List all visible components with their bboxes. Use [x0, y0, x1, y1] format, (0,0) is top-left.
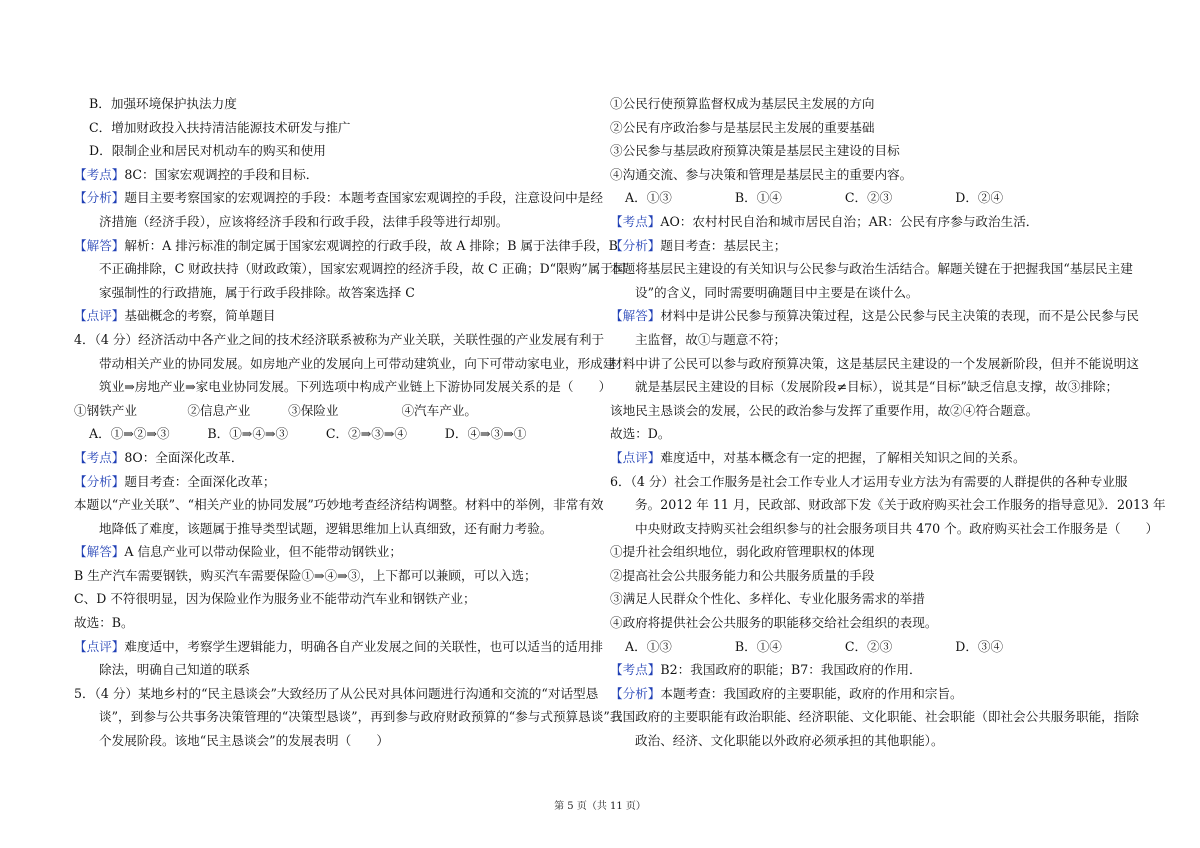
text-line — [610, 210, 1155, 234]
text-line — [610, 163, 1155, 187]
line-text: D．限制企业和居民对机动车的购买和使用 — [89, 143, 326, 159]
line-text: 4．（4 分）经济活动中各产业之间的技术经济联系被称为产业关联，关联性强的产业发展有利于 — [74, 331, 605, 347]
text-line — [610, 540, 1155, 564]
line-text: B．加强环境保护执法力度 — [89, 96, 237, 111]
line-text: 故选：D。 — [610, 426, 671, 442]
line-text: 除法，明确自己知道的联系 — [99, 662, 251, 678]
text-line — [610, 587, 1155, 611]
line-text: 8O：全面深化改革． — [124, 449, 244, 465]
line-text: 该地民主恳谈会的发展，公民的政治参与发挥了重要作用，故②④符合题意。 — [610, 402, 1039, 418]
line-text: 家强制性的行政措施，属于行政手段排除。故答案选择 C — [99, 284, 415, 300]
text-line — [74, 210, 614, 234]
text-line — [74, 399, 614, 423]
page-footer: 第 5 页（共 11 页） — [554, 801, 646, 812]
line-text: 8C：国家宏观调控的手段和目标． — [124, 166, 319, 182]
line-text: 地降低了难度，该题属于推导类型试题，逻辑思维加上认真细致，还有耐力考验。 — [99, 520, 553, 536]
text-line — [610, 422, 1155, 446]
line-text: 故选：B。 — [74, 615, 134, 631]
line-text: 基础概念的考察，简单题目 — [124, 308, 276, 324]
line-text: ④政府将提供社会公共服务的职能移交给社会组织的表现。 — [610, 615, 938, 631]
text-line — [74, 517, 614, 541]
text-line — [74, 92, 614, 116]
section-tag: 【考点】 — [74, 449, 125, 465]
section-tag: 【点评】 — [74, 638, 125, 654]
line-text: B2：我国政府的职能；B7：我国政府的作用． — [660, 662, 922, 678]
line-text: 6．（4 分）社会工作服务是社会工作专业人才运用专业方法为有需要的人群提供的各种专业服 — [610, 473, 1128, 489]
text-line — [74, 257, 626, 281]
text-line — [74, 493, 614, 517]
line-text: C．增加财政投入扶持清洁能源技术研发与推广 — [89, 119, 351, 135]
text-line — [74, 375, 614, 399]
text-line — [610, 729, 1155, 753]
line-text: 难度适中，考察学生逻辑能力，明确各自产业发展之间的关联性，也可以适当的适用排 — [124, 638, 603, 654]
line-text: ①钢铁产业 ②信息产业 ③保险业 ④汽车产业。 — [74, 402, 477, 418]
line-text: 就是基层民主建设的目标（发展阶段≠目标），说其是“目标”缺乏信息支撑，故③排除； — [635, 379, 1119, 395]
text-line — [74, 304, 614, 328]
text-line — [610, 234, 1155, 258]
line-text: B 生产汽车需要钢铁，购买汽车需要保险①⇒④⇒③，上下都可以兼顾，可以入选； — [74, 567, 537, 583]
text-line — [74, 446, 614, 470]
text-line — [610, 611, 1155, 635]
line-text: 个发展阶段。该地“民主恳谈会”的发展表明（ ） — [99, 733, 389, 749]
line-text: 主监督，故①与题意不符； — [635, 331, 787, 347]
text-line — [74, 658, 614, 682]
text-line — [610, 517, 1159, 541]
section-tag: 【点评】 — [610, 449, 661, 465]
line-text: A 信息产业可以带动保险业，但不能带动钢铁业； — [124, 544, 402, 560]
section-tag: 【考点】 — [610, 662, 661, 678]
line-text: 设”的含义，同时需要明确题目中主要是在谈什么。 — [635, 284, 919, 300]
line-text: ①提升社会组织地位，弱化政府管理职权的体现 — [610, 544, 875, 560]
line-text: 带动相关产业的协同发展。如房地产业的发展向上可带动建筑业，向下可带动家电业，形成建 — [99, 355, 616, 371]
text-line — [610, 470, 1155, 494]
text-line — [610, 635, 1155, 659]
section-tag: 【分析】 — [74, 473, 125, 489]
line-text: 政治、经济、文化职能以外政府必须承担的其他职能）。 — [635, 733, 944, 749]
line-text: 题目主要考察国家的宏观调控的手段：本题考查国家宏观调控的手段，注意设问中是经 — [124, 190, 603, 206]
line-text: 5．（4 分）某地乡村的“民主恳谈会”大致经历了从公民对具体问题进行沟通和交流的“对话型恳 — [74, 685, 599, 701]
text-line — [74, 139, 614, 163]
text-line — [74, 234, 618, 258]
text-line — [74, 540, 614, 564]
text-line — [610, 281, 1155, 305]
line-text: 材料中是讲公民参与预算决策过程，这是公民参与民主决策的表现，而不是公民参与民 — [660, 308, 1139, 324]
text-line — [610, 658, 1155, 682]
section-tag: 【分析】 — [74, 190, 125, 206]
line-text: 筑业⇒房地产业⇒家电业协同发展。下列选项中构成产业链上下游协同发展关系的是（ ） — [99, 379, 612, 395]
text-line — [610, 493, 1166, 517]
text-line — [74, 635, 614, 659]
line-text: 材料中讲了公民可以参与政府预算决策，这是基层民主建设的一个发展新阶段，但并不能说明这 — [610, 355, 1139, 371]
right-column — [610, 92, 1166, 753]
section-tag: 【考点】 — [74, 166, 125, 182]
text-line — [610, 139, 1155, 163]
text-line — [610, 564, 1155, 588]
line-text: 本题以“产业关联”、“相关产业的协同发展”巧妙地考查经济结构调整。材料中的举例，非常有效 — [74, 497, 604, 513]
line-text: A．①③ B．①④ C．②③ D．③④ — [625, 638, 1004, 654]
line-text: A．①③ B．①④ C．②③ D．②④ — [625, 190, 1004, 206]
text-line — [610, 186, 1155, 210]
section-tag: 【考点】 — [610, 213, 661, 229]
line-text: 谈”，到参与公共事务决策管理的“决策型恳谈”，再到参与政府财政预算的“参与式预算恳谈”三 — [99, 709, 623, 725]
text-line — [74, 352, 614, 376]
section-tag: 【点评】 — [74, 308, 125, 324]
line-text: AO：农村村民自治和城市居民自治；AR：公民有序参与政治生活． — [660, 213, 1039, 229]
line-text: C、D 不符很明显，因为保险业作为服务业不能带动汽车业和钢铁产业； — [74, 591, 476, 607]
text-line — [74, 186, 614, 210]
text-line — [74, 729, 614, 753]
text-line — [74, 611, 614, 635]
line-text: ①公民行使预算监督权成为基层民主发展的方向 — [610, 96, 875, 111]
line-text: 题目考查：基层民主； — [660, 237, 787, 253]
line-text: ③公民参与基层政府预算决策是基层民主建设的目标 — [610, 143, 900, 159]
text-line — [74, 564, 614, 588]
section-tag: 【解答】 — [610, 308, 661, 324]
line-text: 题目考查：全面深化改革； — [124, 473, 276, 489]
text-line — [74, 705, 623, 729]
line-text: 不正确排除，C 财政扶持（财政政策），国家宏观调控的经济手段，故 C 正确；D“限购”属于国 — [99, 261, 626, 277]
line-text: 解析：A 排污标准的制定属于国家宏观调控的行政手段，故 A 排除；B 属于法律手段，B — [124, 237, 618, 253]
line-text: 我国政府的主要职能有政治职能、经济职能、文化职能、社会职能（即社会公共服务职能，指除 — [610, 709, 1139, 725]
line-text: ②公民有序政治参与是基层民主发展的重要基础 — [610, 119, 875, 135]
text-line — [74, 587, 614, 611]
line-text: ②提高社会公共服务能力和公共服务质量的手段 — [610, 567, 875, 583]
text-line — [74, 328, 614, 352]
text-line — [610, 257, 1155, 281]
section-tag: 【分析】 — [610, 237, 661, 253]
left-column — [74, 92, 626, 753]
line-text: 务。2012 年 11 月，民政部、财政部下发《关于政府购买社会工作服务的指导意见》．2013 年 — [635, 497, 1166, 513]
text-line — [74, 116, 614, 140]
text-line — [610, 116, 1155, 140]
line-text: 本题将基层民主建设的有关知识与公民参与政治生活结合。解题关键在于把握我国“基层民主建 — [610, 261, 1133, 277]
line-text: ④沟通交流、参与决策和管理是基层民主的重要内容。 — [610, 166, 913, 182]
line-text: A．①⇒②⇒③ B．①⇒④⇒③ C．②⇒③⇒④ D．④⇒③⇒① — [89, 426, 527, 442]
text-line — [610, 705, 1155, 729]
text-line — [610, 399, 1155, 423]
text-line — [610, 304, 1155, 328]
text-line — [74, 682, 614, 706]
line-text: 济措施（经济手段），应该将经济手段和行政手段，法律手段等进行却别。 — [99, 213, 509, 229]
text-line — [610, 352, 1155, 376]
text-line — [74, 470, 614, 494]
text-line — [610, 92, 1155, 116]
text-line — [610, 446, 1155, 470]
text-line — [610, 328, 1155, 352]
line-text: 本题考查：我国政府的主要职能，政府的作用和宗旨。 — [660, 685, 963, 701]
text-line — [74, 163, 614, 187]
text-line — [610, 682, 1155, 706]
section-tag: 【解答】 — [74, 544, 125, 560]
text-line — [74, 422, 614, 446]
text-line — [74, 281, 614, 305]
text-line — [610, 375, 1155, 399]
section-tag: 【分析】 — [610, 685, 661, 701]
line-text: 难度适中，对基本概念有一定的把握，了解相关知识之间的关系。 — [660, 449, 1026, 465]
section-tag: 【解答】 — [74, 237, 125, 253]
line-text: ③满足人民群众个性化、多样化、专业化服务需求的举措 — [610, 591, 925, 607]
line-text: 中央财政支持购买社会组织参与的社会服务项目共 470 个。政府购买社会工作服务是（ ） — [635, 520, 1159, 536]
